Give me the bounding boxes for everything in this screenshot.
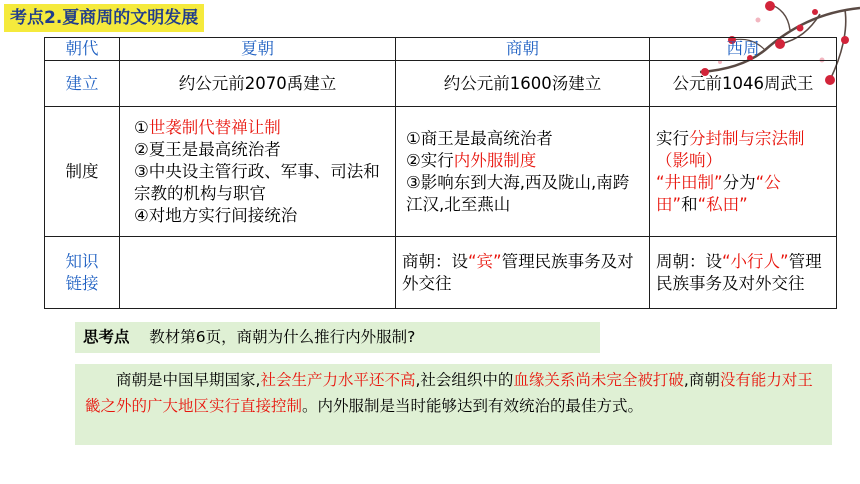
cell-xizhou-establish: 公元前1046周武王 xyxy=(650,61,837,107)
header-xizhou: 西周 xyxy=(650,38,837,61)
xizhou-system-fengjian: 分封制与宗法制（影响） xyxy=(656,128,805,170)
page-title: 考点2.夏商周的文明发展 xyxy=(4,4,204,32)
shang-system-highlight: 内外服制度 xyxy=(453,150,537,170)
answer-highlight3: 没有能力对王畿之外的广大地区实行直接控制 xyxy=(85,371,813,415)
xia-system-highlight: 世袭制代替禅让制 xyxy=(148,117,281,137)
xizhou-system-jingtian: “井田制” xyxy=(656,172,723,192)
row-label-establish: 建立 xyxy=(45,61,120,107)
shang-system-pre: ②实行 xyxy=(406,150,454,170)
cell-xia-establish: 约公元前2070禹建立 xyxy=(120,61,396,107)
xizhou-system-gongtian: “公田” xyxy=(656,172,781,214)
answer-part2: ,社会组织中的 xyxy=(415,371,514,389)
question-text: 教材第6页，商朝为什么推行内外服制? xyxy=(149,328,416,346)
xizhou-system-pre: 实行 xyxy=(656,128,689,148)
xizhou-knowledge-pre: 周朝：设 xyxy=(656,251,722,271)
xizhou-knowledge-highlight: “小行人” xyxy=(722,251,789,271)
answer-highlight1: 社会生产力水平还不高 xyxy=(260,371,416,389)
dynasty-table xyxy=(44,37,837,309)
table-row-knowledge xyxy=(45,237,837,309)
table-row-establish xyxy=(45,61,837,107)
xizhou-system-mid: 分为 xyxy=(722,172,756,192)
cell-shang-system xyxy=(396,107,650,237)
row-label-knowledge: 知识 链接 xyxy=(45,237,120,309)
header-dynasty: 朝代 xyxy=(45,38,120,61)
cell-shang-knowledge xyxy=(396,237,650,309)
xizhou-system-and: 和 xyxy=(681,194,698,214)
cell-xizhou-system xyxy=(650,107,837,237)
shang-knowledge-pre: 商朝：设 xyxy=(402,251,468,271)
table-row-system xyxy=(45,107,837,237)
shang-knowledge-highlight: “宾” xyxy=(468,251,502,271)
answer-highlight2: 血缘关系尚未完全被打破 xyxy=(513,371,684,389)
cell-xia-knowledge xyxy=(120,237,396,309)
shang-knowledge-post: 管理民族事务及对外交往 xyxy=(402,251,634,293)
xizhou-knowledge-post: 管理民族事务及对外交往 xyxy=(656,251,822,293)
shang-system-rest: ③影响东到大海,西及陇山,南跨江汉,北至燕山 xyxy=(406,172,630,214)
xia-system-rest: ②夏王是最高统治者 ③中央设主管行政、军事、司法和宗教的机构与职官 ④对地方实行间接统治 xyxy=(134,139,380,225)
header-xia: 夏朝 xyxy=(120,38,396,61)
shang-system-line1: ①商王是最高统治者 xyxy=(406,128,553,148)
table-header-row xyxy=(45,38,837,61)
cell-xizhou-knowledge xyxy=(650,237,837,309)
row-label-system: 制度 xyxy=(45,107,120,237)
header-shang: 商朝 xyxy=(396,38,650,61)
question-box xyxy=(75,322,600,353)
xia-system-num: ① xyxy=(134,117,149,137)
answer-part3: ,商朝 xyxy=(683,371,720,389)
answer-part4: 。内外服制是当时能够达到有效统治的最佳方式。 xyxy=(302,397,644,415)
cell-shang-establish: 约公元前1600汤建立 xyxy=(396,61,650,107)
question-label: 思考点 xyxy=(83,328,130,346)
cell-xia-system xyxy=(120,107,396,237)
answer-part1: 商朝是中国早期国家, xyxy=(116,371,261,389)
answer-box xyxy=(75,364,832,445)
xizhou-system-sitian: “私田” xyxy=(697,194,748,214)
